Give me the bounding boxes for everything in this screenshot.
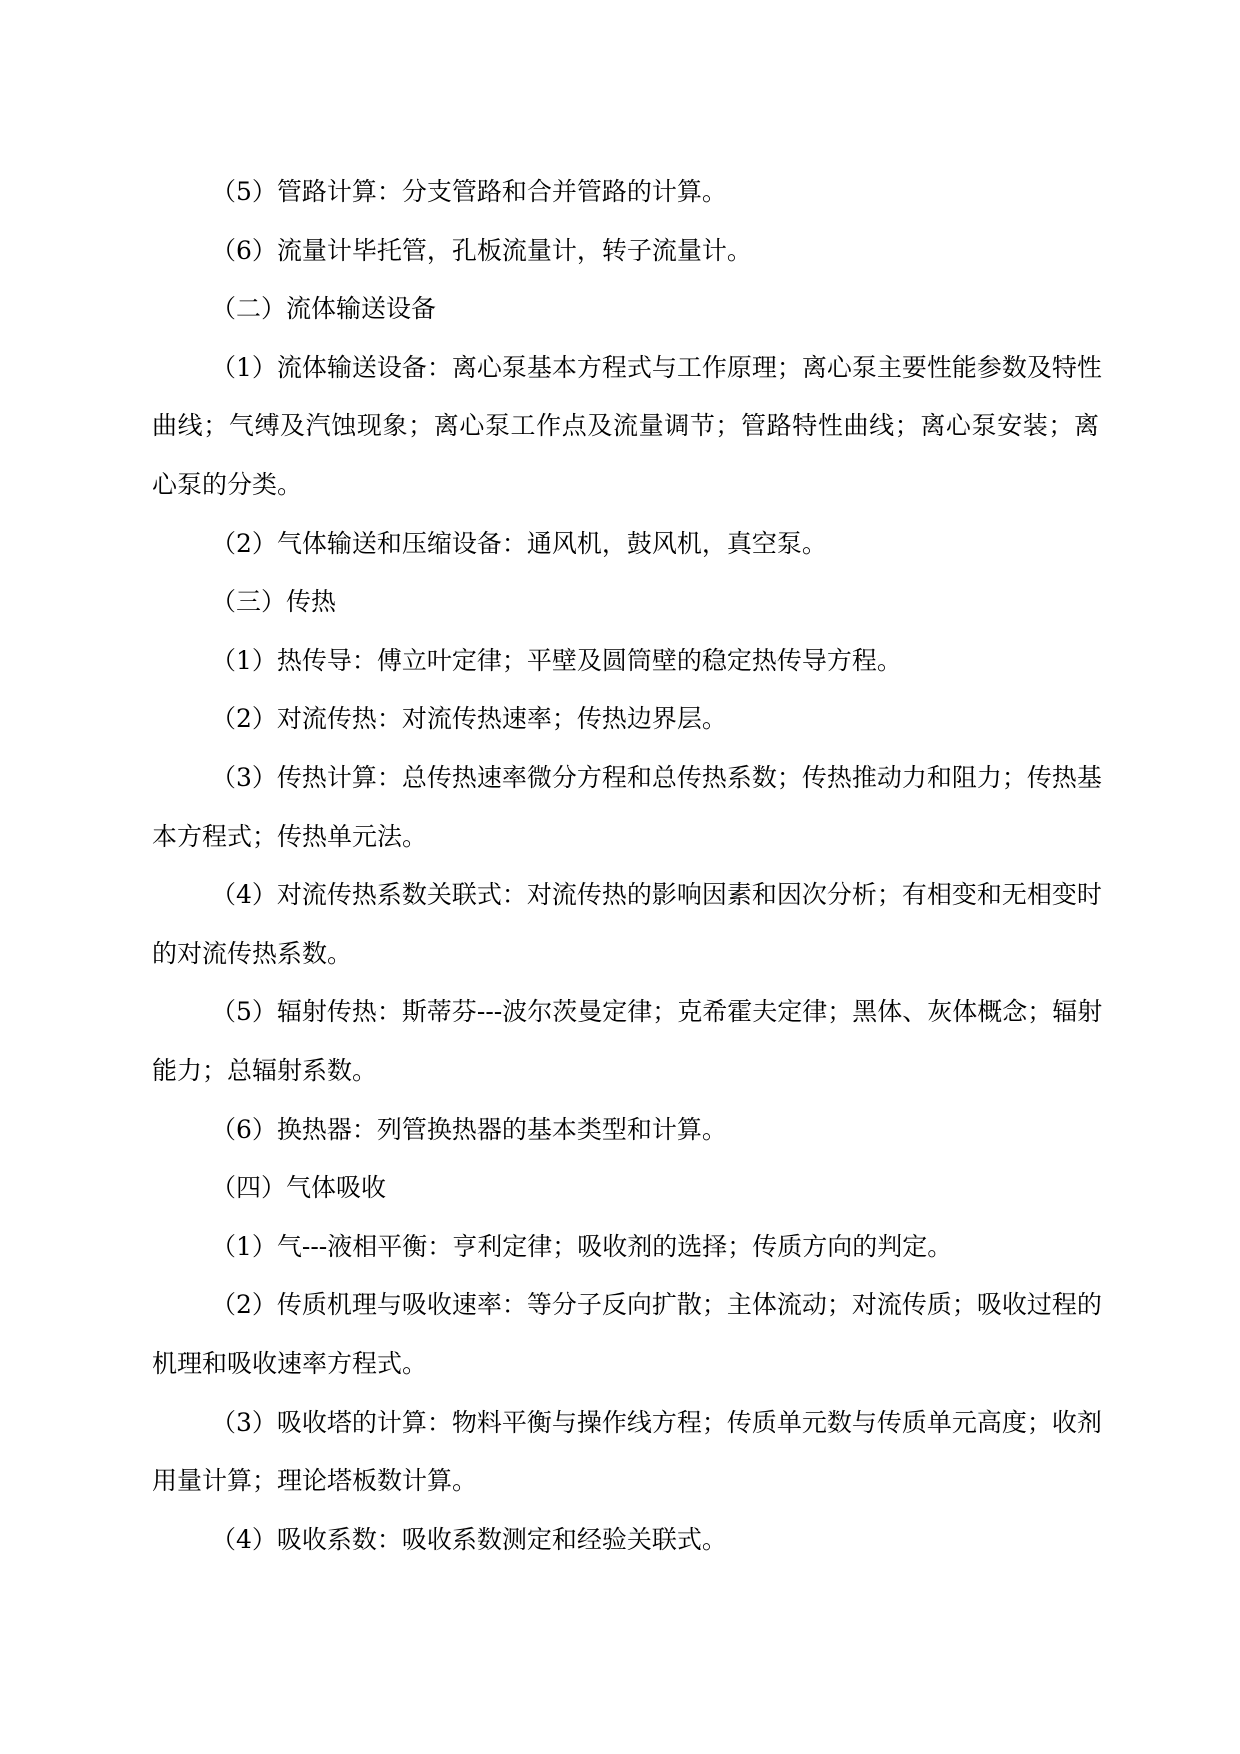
text-line: （3）吸收塔的计算：物料平衡与操作线方程；传质单元数与传质单元高度；收剂 [211,1407,1102,1437]
text-line: 的对流传热系数。 [152,938,353,968]
text-line: （2）传质机理与吸收速率：等分子反向扩散；主体流动；对流传质；吸收过程的 [211,1290,1102,1320]
text-line: （6）换热器：列管换热器的基本类型和计算。 [211,1114,727,1144]
text-line: （5）辐射传热：斯蒂芬---波尔茨曼定律；克希霍夫定律；黑体、灰体概念；辐射 [211,997,1103,1027]
text-line: （三）传热 [211,587,337,617]
text-line: 心泵的分类。 [152,470,303,499]
text-line: 用量计算；理论塔板数计算。 [152,1466,478,1496]
text-line: （5）管路计算：分支管路和合并管路的计算。 [211,177,727,206]
text-line: （3）传热计算：总传热速率微分方程和总传热系数；传热推动力和阻力；传热基 [211,763,1102,792]
text-line: （2）对流传热：对流传热速率；传热边界层。 [211,704,727,734]
text-line: 本方程式；传热单元法。 [152,821,428,851]
text-line: （四）气体吸收 [211,1173,387,1203]
text-line: （二）流体输送设备 [211,294,437,324]
text-line: （6）流量计毕托管，孔板流量计，转子流量计。 [211,235,752,265]
text-line: 曲线；气缚及汽蚀现象；离心泵工作点及流量调节；管路特性曲线；离心泵安装；离 [152,411,1099,441]
text-line: （4）吸收系数：吸收系数测定和经验关联式。 [211,1524,727,1554]
text-line: （1）气---液相平衡：亨利定律；吸收剂的选择；传质方向的判定。 [211,1231,953,1261]
text-line: （2）气体输送和压缩设备：通风机，鼓风机，真空泵。 [211,528,827,558]
text-line: （1）热传导：傅立叶定律；平壁及圆筒壁的稳定热传导方程。 [211,645,902,675]
text-line: （4）对流传热系数关联式：对流传热的影响因素和因次分析；有相变和无相变时 [211,880,1102,910]
text-line: 能力；总辐射系数。 [152,1056,378,1085]
text-line: （1）流体输送设备：离心泵基本方程式与工作原理；离心泵主要性能参数及特性 [211,352,1102,382]
text-line: 机理和吸收速率方程式。 [152,1349,428,1378]
